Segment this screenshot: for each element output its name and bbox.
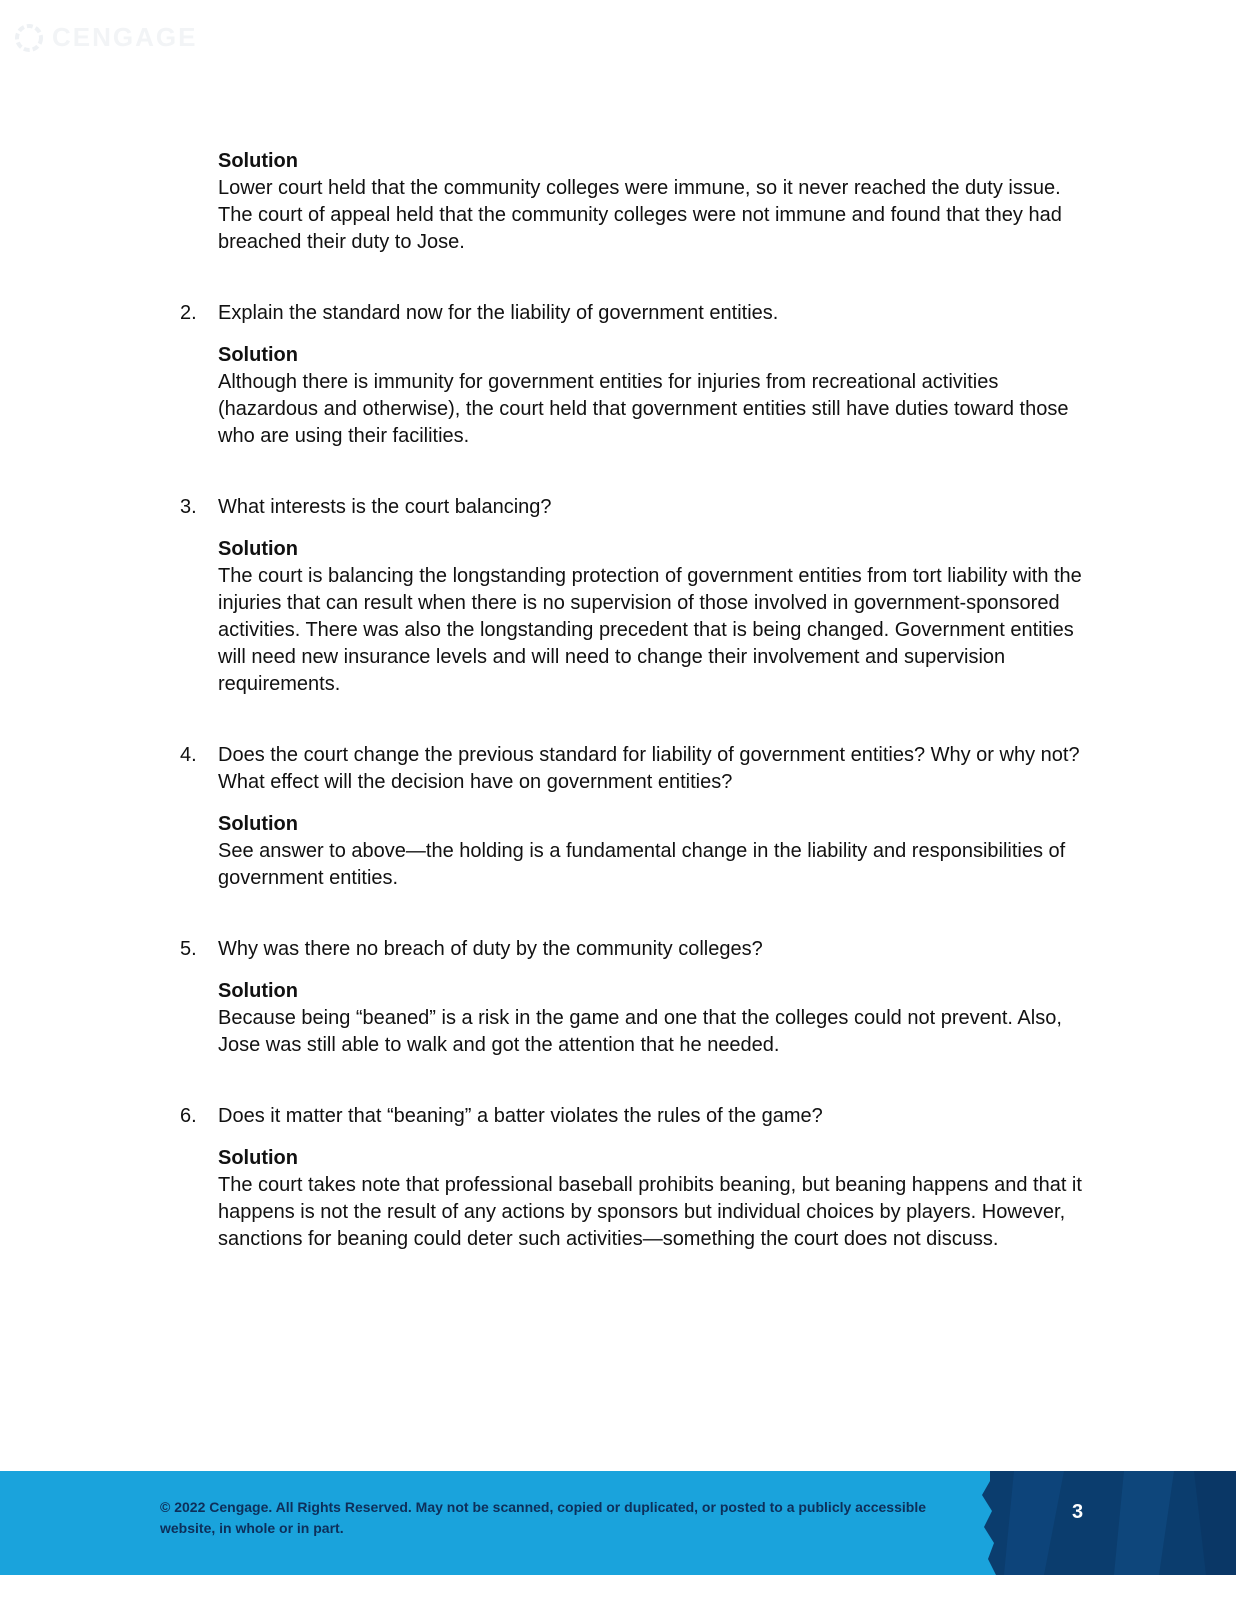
- question: [180, 300, 1090, 327]
- solution-text: The court is balancing the longstanding protection of government entities from tort liability with the injuries that can result when there is no supervision of those involved in government-sponsored activities. There was also the longstanding precedent that is being changed. Government entities will need new insurance levels and will need to change their involvement and supervision requirements.: [218, 565, 1082, 695]
- question: [180, 494, 1090, 521]
- solution-text: The court takes note that professional baseball prohibits beaning, but beaning happens and that it happens is not the result of any actions by sponsors but individual choices by players. However, sanctions for beaning could deter such activities—something the court does not discuss.: [218, 1174, 1082, 1250]
- question-number: 3.: [180, 496, 197, 518]
- cengage-logo-icon: [14, 23, 44, 53]
- solution-text: Because being “beaned” is a risk in the game and one that the colleges could not prevent. Also, Jose was still able to walk and got the attention that he needed.: [218, 1007, 1062, 1056]
- cengage-logo: [14, 22, 197, 53]
- solution-text: Although there is immunity for government entities for injuries from recreational activities (hazardous and otherwise), the court held that government entities still have duties toward those who are using their facilities.: [218, 371, 1069, 447]
- question-number: 2.: [180, 302, 197, 324]
- question: [180, 742, 1090, 796]
- solution-text: See answer to above—the holding is a fundamental change in the liability and responsibilities of government entities.: [218, 840, 1066, 889]
- solution: [180, 978, 1090, 1059]
- solution-label: Solution: [218, 150, 298, 172]
- question: [180, 936, 1090, 963]
- footer-brush-decoration: [974, 1471, 1236, 1575]
- intro-solution: [180, 148, 1090, 256]
- page-number: 3: [1072, 1501, 1084, 1523]
- question-item-6: [180, 1103, 1090, 1253]
- question-text: Does the court change the previous standard for liability of government entities? Why or why not? What effect will the decision have on government entities?: [218, 744, 1080, 793]
- solution-label: Solution: [218, 980, 298, 1002]
- page-footer: [0, 1471, 1236, 1575]
- solution-text: Lower court held that the community colleges were immune, so it never reached the duty issue. The court of appeal held that the community colleges were not immune and found that they had breached their duty to Jose.: [218, 177, 1062, 253]
- question-text: Explain the standard now for the liability of government entities.: [218, 302, 779, 324]
- logo-text: CENGAGE: [52, 22, 198, 52]
- copyright-notice: © 2022 Cengage. All Rights Reserved. May not be scanned, copied or duplicated, or posted to a publicly accessible website, in whole or in part.: [160, 1499, 927, 1536]
- question-number: 4.: [180, 744, 197, 766]
- solution: [180, 811, 1090, 892]
- solution-label: Solution: [218, 344, 298, 366]
- question-number: 6.: [180, 1105, 197, 1127]
- solution: [180, 536, 1090, 698]
- question-item-2: [180, 300, 1090, 450]
- question-number: 5.: [180, 938, 197, 960]
- question-text: What interests is the court balancing?: [218, 496, 552, 518]
- solution-label: Solution: [218, 538, 298, 560]
- solution-label: Solution: [218, 1147, 298, 1169]
- solution: [180, 1145, 1090, 1253]
- solution: [180, 342, 1090, 450]
- question-item-5: [180, 936, 1090, 1059]
- question-item-3: [180, 494, 1090, 698]
- document-body: [180, 148, 1090, 1253]
- question-text: Does it matter that “beaning” a batter violates the rules of the game?: [218, 1105, 823, 1127]
- question: [180, 1103, 1090, 1130]
- question-text: Why was there no breach of duty by the community colleges?: [218, 938, 763, 960]
- solution-label: Solution: [218, 813, 298, 835]
- question-item-4: [180, 742, 1090, 892]
